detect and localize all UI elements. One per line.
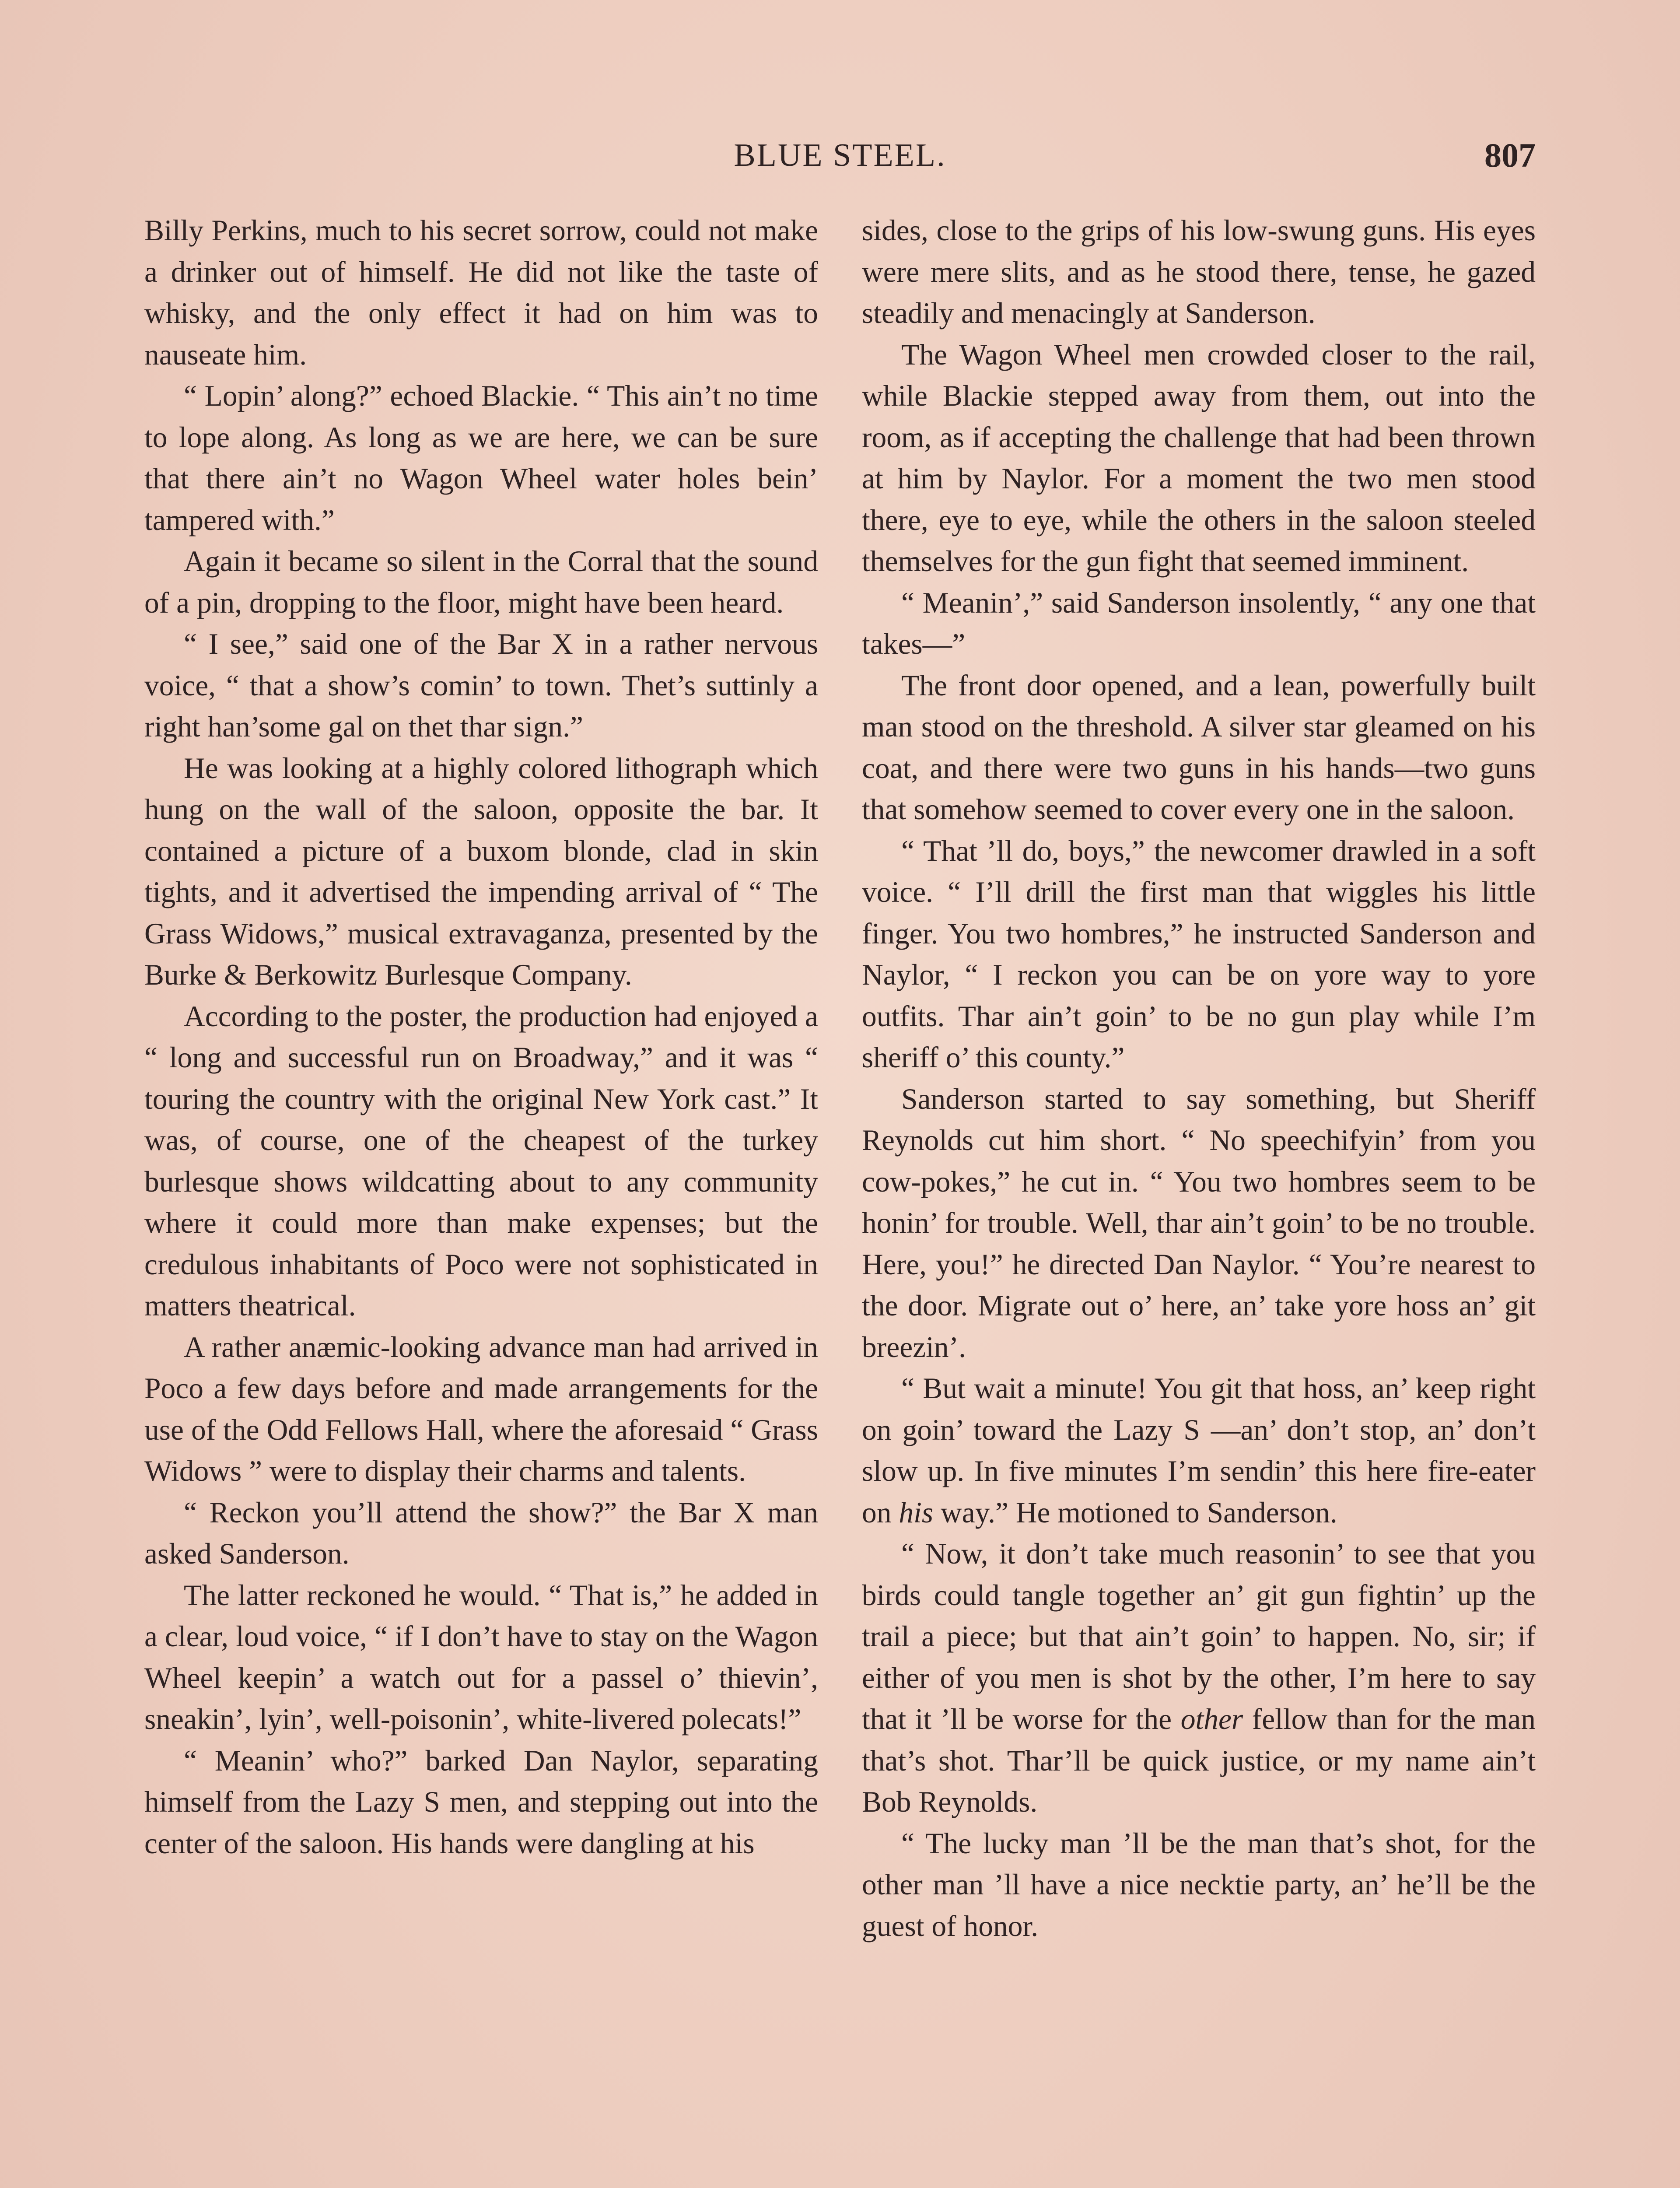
paragraph: “ Now, it don’t take much reasonin’ to see that you birds could tangle together an’ git gun fightin’ up the trail a piece; but that ain’t goin’ to happen. No, sir; if either of you men is shot by the other, I’m here to say that it ’ll be worse for the other fellow than for the man that’s shot. Thar’ll be quick justice, or my name ain’t Bob Reynolds. [862, 1537, 1536, 1818]
running-title: BLUE STEEL. [734, 137, 946, 173]
paragraph: Again it became so silent in the Corral that the sound of a pin, dropping to the floor, might have been heard. [144, 545, 818, 619]
paragraph: “ That ’ll do, boys,” the newcomer drawled in a soft voice. “ I’ll drill the first man that wiggles his little finger. You two hombres,” he instructed Sanderson and Naylor, “ I reckon you can be on yore way to yore outfits. Thar ain’t goin’ to be no gun play while I’m sheriff o’ this county.” [862, 834, 1536, 1074]
paragraph: Billy Perkins, much to his secret sorrow, could not make a drinker out of himself. He did not like the taste of whisky, and the only effect it had on him was to nauseate him. [144, 214, 818, 371]
paragraph: “ But wait a minute! You git that hoss, an’ keep right on goin’ toward the Lazy S —an’ don’t stop, an’ don’t slow up. In five minutes I’m sendin’ this here fire-eater on his way.” He motioned to Sanderson. [862, 1372, 1536, 1529]
paragraph: He was looking at a highly colored lithograph which hung on the wall of the saloon, opposite the bar. It contained a picture of a buxom blonde, clad in skin tights, and it advertised the impending arrival of “ The Grass Widows,” musical extravaganza, presented by the Burke & Berkowitz Burlesque Company. [144, 751, 818, 991]
text-columns [144, 210, 1536, 2188]
paragraph: The Wagon Wheel men crowded closer to the rail, while Blackie stepped away from them, out into the room, as if accepting the challenge that had been thrown at him by Naylor. For a moment the two men stood there, eye to eye, while the others in the saloon steeled themselves for the gun fight that seemed imminent. [862, 338, 1536, 578]
paragraph: A rather anæmic-looking advance man had arrived in Poco a few days before and made arrangements for the use of the Odd Fellows Hall, where the aforesaid “ Grass Widows ” were to display their charms and talents. [144, 1330, 818, 1487]
paragraph: Sanderson started to say something, but Sheriff Reynolds cut him short. “ No speechifyin’ from you cow-pokes,” he cut in. “ You two hombres seem to be honin’ for trouble. Well, thar ain’t goin’ to be no trouble. Here, you!” he directed Dan Naylor. “ You’re nearest to the door. Migrate out o’ here, an’ take yore hoss an’ git breezin’. [862, 1082, 1536, 1364]
paragraph: “ Meanin’,” said Sanderson insolently, “ any one that takes—” [862, 586, 1536, 660]
left-column [144, 210, 818, 2188]
running-header [144, 131, 1536, 179]
paragraph: According to the poster, the production had enjoyed a “ long and successful run on Broadway,” and it was “ touring the country with the original New York cast.” It was, of course, one of the cheapest of the turkey burlesque shows wildcatting about to any community where it could more than make expenses; but the credulous inhabitants of Poco were not sophisticated in matters theatrical. [144, 999, 818, 1322]
paragraph: “ Reckon you’ll attend the show?” the Bar X man asked Sanderson. [144, 1496, 818, 1570]
paragraph: The front door opened, and a lean, powerfully built man stood on the threshold. A silver star gleamed on his coat, and there were two guns in his hands—two guns that somehow seemed to cover every one in the saloon. [862, 669, 1536, 826]
paragraph: “ The lucky man ’ll be the man that’s shot, for the other man ’ll have a nice necktie party, an’ he’ll be the guest of honor. [862, 1827, 1536, 1943]
page-number: 807 [1484, 136, 1536, 174]
right-column [862, 210, 1536, 2188]
paragraph: sides, close to the grips of his low-swung guns. His eyes were mere slits, and as he stood there, tense, he gazed steadily and menacingly at Sanderson. [862, 214, 1536, 330]
paragraph: “ I see,” said one of the Bar X in a rather nervous voice, “ that a show’s comin’ to town. Thet’s suttinly a right han’some gal on thet thar sign.” [144, 628, 818, 743]
paragraph: “ Lopin’ along?” echoed Blackie. “ This ain’t no time to lope along. As long as we are here, we can be sure that there ain’t no Wagon Wheel water holes bein’ tampered with.” [144, 379, 818, 536]
paragraph: “ Meanin’ who?” barked Dan Naylor, separating himself from the Lazy S men, and stepping out into the center of the saloon. His hands were dangling at his [144, 1744, 818, 1860]
paragraph: The latter reckoned he would. “ That is,” he added in a clear, loud voice, “ if I don’t have to stay on the Wagon Wheel keepin’ a watch out for a passel o’ thievin’, sneakin’, lyin’, well-poisonin’, white-livered polecats!” [144, 1578, 818, 1736]
